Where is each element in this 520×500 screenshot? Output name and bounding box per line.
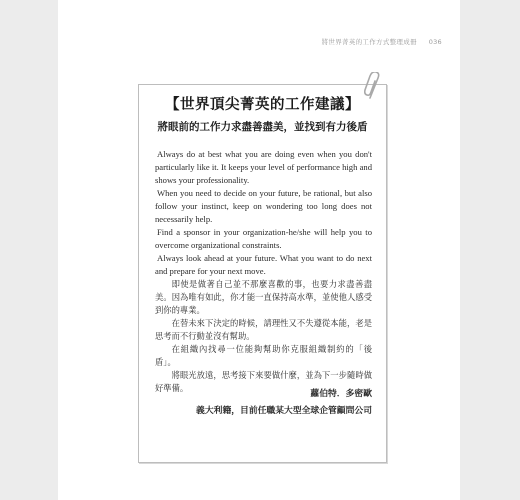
chinese-advice: [155, 278, 372, 395]
chinese-paragraph: 將眼光放遠，思考接下來要做什麼，並為下一步隨時做好準備。: [155, 370, 372, 393]
english-paragraph: Find a sponsor in your organization-he/she will help you to overcome organizational constraints.: [155, 227, 372, 250]
advice-card: [138, 84, 387, 463]
signature-name: 蘿伯特．多密歐: [310, 389, 372, 399]
signature-title: 義大利籍，目前任職某大型全球企管顧問公司: [196, 406, 372, 416]
card-title: 【世界頂尖菁英的工作建議】: [165, 96, 360, 113]
page-number: 036: [428, 38, 442, 46]
chinese-paragraph: 即使是做著自己並不那麼喜歡的事，也要力求盡善盡美。因為唯有如此，你才能一直保持高水準，並使他人感受到你的專業。: [155, 279, 372, 315]
chinese-paragraph: 在替未來下決定的時候，請理性又不失遵從本能，老是思考而不行動並沒有幫助。: [155, 318, 372, 341]
english-paragraph: When you need to decide on your future, be rational, but also follow your instinct, keep on wondering too long does not necessarily help.: [155, 188, 372, 224]
english-paragraph: Always look ahead at your future. What you want to do next and prepare for your next move.: [155, 253, 372, 276]
english-advice: [155, 148, 372, 278]
card-subtitle: 將眼前的工作力求盡善盡美，並找到有力後盾: [157, 121, 368, 133]
english-paragraph: Always do at best what you are doing even when you don't particularly like it. It keeps your level of performance high and shows your professionality.: [155, 149, 372, 185]
running-header: [322, 37, 442, 46]
paperclip-icon: [364, 72, 384, 102]
chinese-paragraph: 在組織內找尋一位能夠幫助你克服組織制約的「後盾」。: [155, 344, 372, 367]
running-title: 將世界菁英的工作方式整理成冊: [321, 38, 417, 46]
